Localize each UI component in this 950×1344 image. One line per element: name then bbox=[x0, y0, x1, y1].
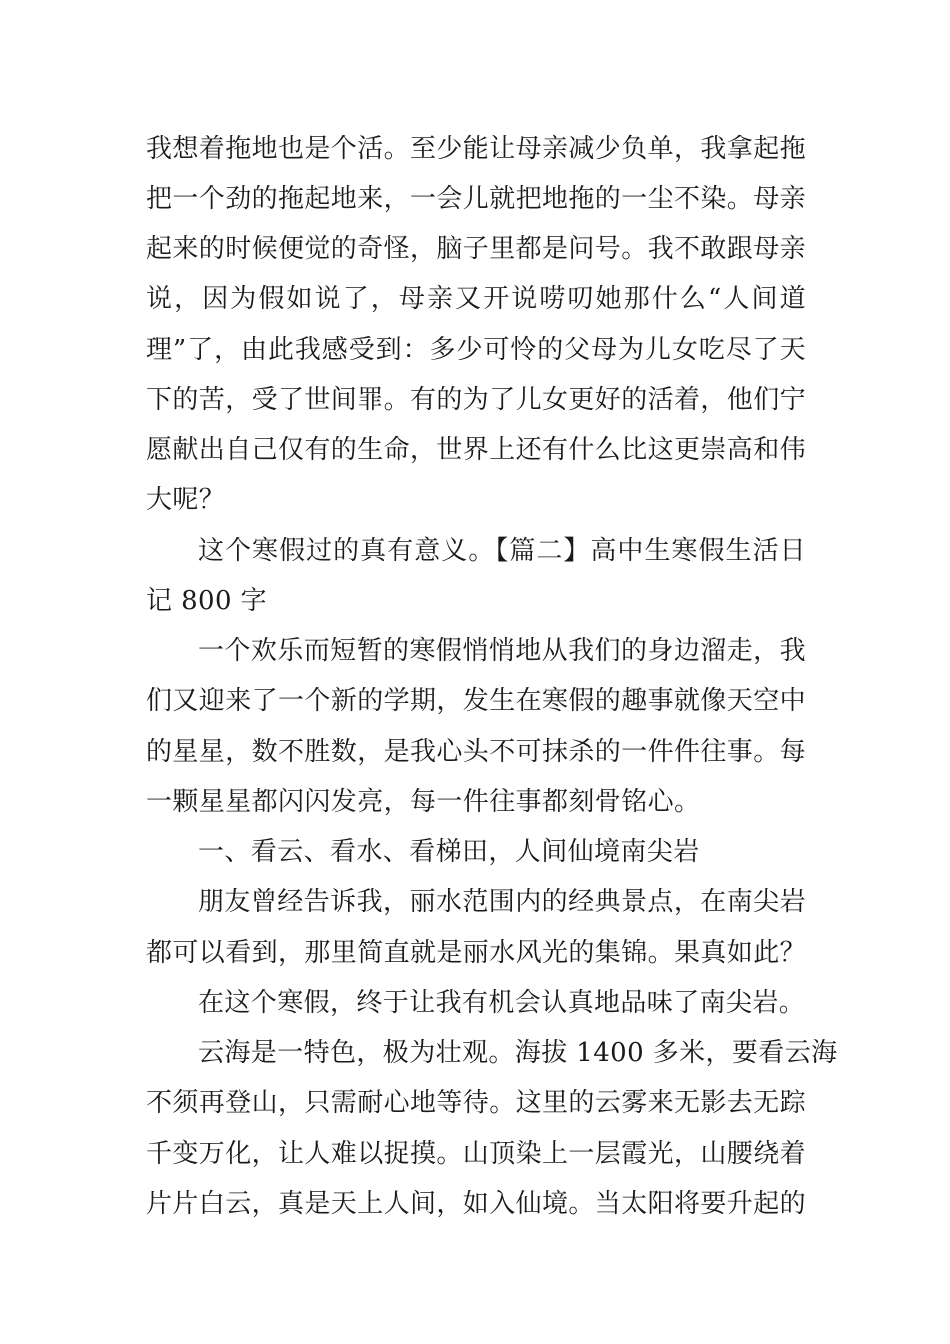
text-line: 的星星，数不胜数，是我心头不可抹杀的一件件往事。每 bbox=[146, 737, 807, 767]
text-line: 在这个寒假，终于让我有机会认真地品味了南尖岩。 bbox=[198, 988, 806, 1018]
text-line: 起来的时候便觉的奇怪，脑子里都是问号。我不敢跟母亲 bbox=[146, 234, 807, 264]
text-line: 云海是一特色，极为壮观。海拔 1400 多米，要看云海 bbox=[198, 1038, 838, 1068]
text-line: 下的苦，受了世间罪。有的为了儿女更好的活着，他们宁 bbox=[146, 385, 807, 415]
text-line: 记 800 字 bbox=[146, 586, 267, 616]
text-line: 片片白云，真是天上人间，如入仙境。当太阳将要升起的 bbox=[146, 1189, 807, 1219]
text-line: 说，因为假如说了，母亲又开说唠叨她那什么“人间道 bbox=[146, 284, 806, 314]
text-line: 一个欢乐而短暂的寒假悄悄地从我们的身边溜走，我 bbox=[198, 636, 806, 666]
text-line: 大呢？ bbox=[146, 485, 226, 515]
text-line: 一颗星星都闪闪发亮，每一件往事都刻骨铭心。 bbox=[146, 787, 701, 817]
text-line: 们又迎来了一个新的学期，发生在寒假的趣事就像天空中 bbox=[146, 686, 807, 716]
text-line: 千变万化，让人难以捉摸。山顶染上一层霞光，山腰绕着 bbox=[146, 1139, 807, 1169]
text-line: 都可以看到，那里简直就是丽水风光的集锦。果真如此？ bbox=[146, 938, 807, 968]
text-line: 朋友曾经告诉我，丽水范围内的经典景点，在南尖岩 bbox=[198, 887, 806, 917]
text-line: 理”了，由此我感受到：多少可怜的父母为儿女吃尽了天 bbox=[146, 335, 806, 365]
text-line: 不须再登山，只需耐心地等待。这里的云雾来无影去无踪 bbox=[146, 1088, 807, 1118]
text-line: 把一个劲的拖起地来，一会儿就把地拖的一尘不染。母亲 bbox=[146, 184, 807, 214]
text-line: 这个寒假过的真有意义。【篇二】高中生寒假生活日 bbox=[198, 536, 806, 566]
text-line: 愿献出自己仅有的生命，世界上还有什么比这更崇高和伟 bbox=[146, 435, 807, 465]
text-line: 我想着拖地也是个活。至少能让母亲减少负单，我拿起拖 bbox=[146, 134, 807, 164]
section-heading: 一、看云、看水、看梯田，人间仙境南尖岩 bbox=[198, 837, 700, 867]
